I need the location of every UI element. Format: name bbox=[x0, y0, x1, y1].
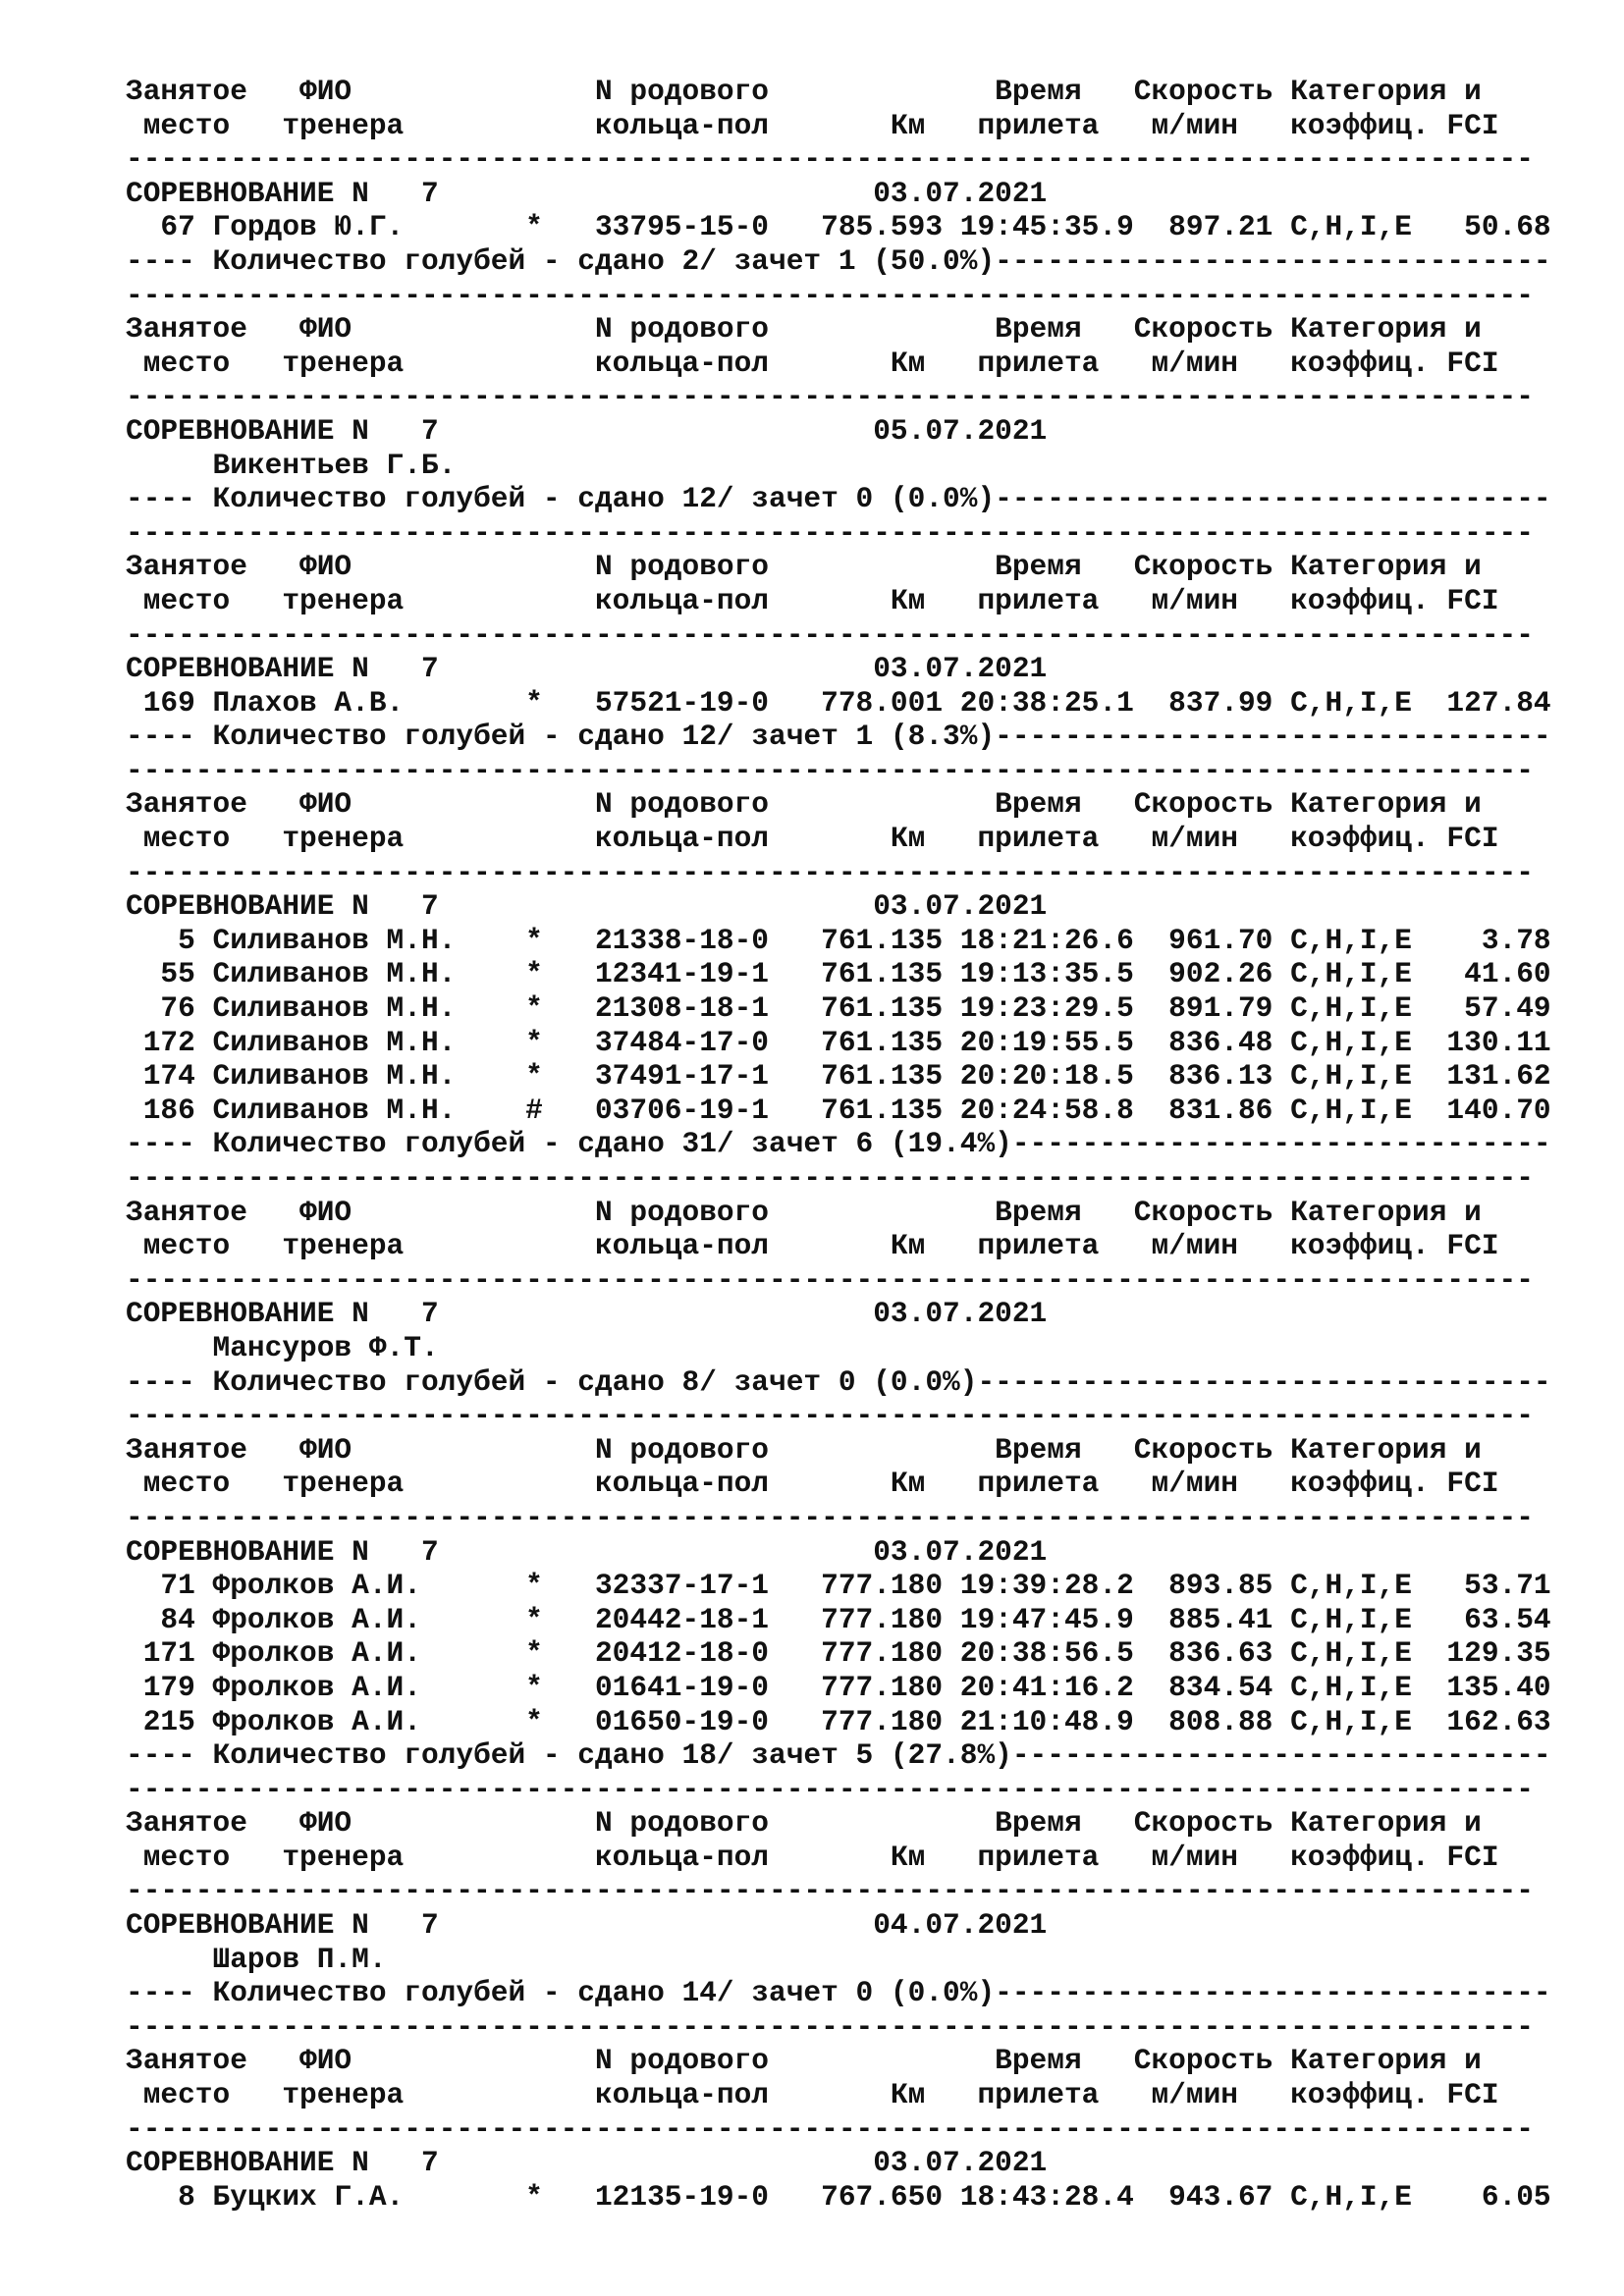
result-row: 8 Буцких Г.А. * 12135-19-0 767.650 18:43:28.4 943.67 C,H,I,E 6.05 bbox=[126, 2179, 1551, 2214]
competition-line: СОРЕВНОВАНИЕ N 7 05.07.2021 bbox=[126, 413, 1048, 448]
separator-line: --------------------------------------------------------------------------------- bbox=[126, 1874, 1534, 1908]
column-header-line: Занятое ФИО N родового Время Скорость Категория и bbox=[126, 550, 1482, 584]
summary-line: ---- Количество голубей - сдано 2/ зачет 1 (50.0%)-------------------------------- bbox=[126, 243, 1551, 278]
competition-line: СОРЕВНОВАНИЕ N 7 03.07.2021 bbox=[126, 1297, 1048, 1331]
result-row: 71 Фролков А.И. * 32337-17-1 777.180 19:39:28.2 893.85 C,H,I,E 53.71 bbox=[126, 1569, 1551, 1603]
separator-line: --------------------------------------------------------------------------------- bbox=[126, 1161, 1534, 1195]
summary-line: ---- Количество голубей - сдано 8/ зачет 0 (0.0%)--------------------------------- bbox=[126, 1364, 1551, 1399]
fancier-name-line: Викентьев Г.Б. bbox=[126, 448, 457, 482]
column-header-line: Занятое ФИО N родового Время Скорость Категория и bbox=[126, 312, 1482, 347]
competition-line: СОРЕВНОВАНИЕ N 7 03.07.2021 bbox=[126, 1534, 1048, 1569]
column-header-line: Занятое ФИО N родового Время Скорость Категория и bbox=[126, 787, 1482, 822]
summary-line: ---- Количество голубей - сдано 14/ зачет 0 (0.0%)-------------------------------- bbox=[126, 1976, 1551, 2010]
summary-line: ---- Количество голубей - сдано 31/ зачет 6 (19.4%)------------------------------- bbox=[126, 1127, 1551, 1161]
results-document bbox=[126, 75, 1551, 2214]
summary-line: ---- Количество голубей - сдано 12/ зачет 0 (0.0%)-------------------------------- bbox=[126, 482, 1551, 516]
summary-line: ---- Количество голубей - сдано 12/ зачет 1 (8.3%)-------------------------------- bbox=[126, 720, 1551, 754]
column-header-line: Занятое ФИО N родового Время Скорость Категория и bbox=[126, 75, 1482, 108]
result-row: 76 Силиванов М.Н. * 21308-18-1 761.135 19:23:29.5 891.79 C,H,I,E 57.49 bbox=[126, 991, 1551, 1026]
column-subheader-line: место тренера кольца-пол Км прилета м/мин коэффиц. FCI bbox=[126, 346, 1499, 380]
result-row: 186 Силиванов М.Н. # 03706-19-1 761.135 20:24:58.8 831.86 C,H,I,E 140.70 bbox=[126, 1093, 1551, 1127]
result-row: 215 Фролков А.И. * 01650-19-0 777.180 21:10:48.9 808.88 C,H,I,E 162.63 bbox=[126, 1704, 1551, 1738]
column-subheader-line: место тренера кольца-пол Км прилета м/мин коэффиц. FCI bbox=[126, 583, 1499, 617]
column-subheader-line: место тренера кольца-пол Км прилета м/мин коэффиц. FCI bbox=[126, 822, 1499, 856]
separator-line: --------------------------------------------------------------------------------- bbox=[126, 2111, 1534, 2146]
column-subheader-line: место тренера кольца-пол Км прилета м/мин коэффиц. FCI bbox=[126, 108, 1499, 142]
competition-line: СОРЕВНОВАНИЕ N 7 04.07.2021 bbox=[126, 1908, 1048, 1943]
separator-line: --------------------------------------------------------------------------------- bbox=[126, 2009, 1534, 2044]
result-row: 67 Гордов Ю.Г. * 33795-15-0 785.593 19:45:35.9 897.21 C,H,I,E 50.68 bbox=[126, 210, 1551, 244]
separator-line: --------------------------------------------------------------------------------- bbox=[126, 753, 1534, 787]
result-row: 169 Плахов А.В. * 57521-19-0 778.001 20:38:25.1 837.99 C,H,I,E 127.84 bbox=[126, 685, 1551, 720]
competition-line: СОРЕВНОВАНИЕ N 7 03.07.2021 bbox=[126, 889, 1048, 924]
separator-line: --------------------------------------------------------------------------------- bbox=[126, 1262, 1534, 1297]
column-header-line: Занятое ФИО N родового Время Скорость Категория и bbox=[126, 1806, 1482, 1841]
separator-line: --------------------------------------------------------------------------------- bbox=[126, 142, 1534, 177]
separator-line: --------------------------------------------------------------------------------- bbox=[126, 380, 1534, 414]
competition-line: СОРЕВНОВАНИЕ N 7 03.07.2021 bbox=[126, 176, 1048, 210]
result-row: 5 Силиванов М.Н. * 21338-18-0 761.135 18:21:26.6 961.70 C,H,I,E 3.78 bbox=[126, 923, 1551, 957]
result-row: 179 Фролков А.И. * 01641-19-0 777.180 20:41:16.2 834.54 C,H,I,E 135.40 bbox=[126, 1670, 1551, 1704]
separator-line: --------------------------------------------------------------------------------- bbox=[126, 1399, 1534, 1433]
column-subheader-line: место тренера кольца-пол Км прилета м/мин коэффиц. FCI bbox=[126, 2078, 1499, 2112]
separator-line: --------------------------------------------------------------------------------- bbox=[126, 278, 1534, 312]
column-subheader-line: место тренера кольца-пол Км прилета м/мин коэффиц. FCI bbox=[126, 1229, 1499, 1263]
summary-line: ---- Количество голубей - сдано 18/ зачет 5 (27.8%)------------------------------- bbox=[126, 1738, 1551, 1773]
fancier-name-line: Шаров П.М. bbox=[126, 1942, 387, 1976]
column-header-line: Занятое ФИО N родового Время Скорость Категория и bbox=[126, 1195, 1482, 1229]
separator-line: --------------------------------------------------------------------------------- bbox=[126, 1772, 1534, 1806]
competition-line: СОРЕВНОВАНИЕ N 7 03.07.2021 bbox=[126, 652, 1048, 686]
separator-line: --------------------------------------------------------------------------------- bbox=[126, 617, 1534, 652]
competition-line: СОРЕВНОВАНИЕ N 7 03.07.2021 bbox=[126, 2146, 1048, 2180]
separator-line: --------------------------------------------------------------------------------- bbox=[126, 515, 1534, 550]
result-row: 171 Фролков А.И. * 20412-18-0 777.180 20:38:56.5 836.63 C,H,I,E 129.35 bbox=[126, 1636, 1551, 1671]
column-subheader-line: место тренера кольца-пол Км прилета м/мин коэффиц. FCI bbox=[126, 1840, 1499, 1874]
result-row: 172 Силиванов М.Н. * 37484-17-0 761.135 20:19:55.5 836.48 C,H,I,E 130.11 bbox=[126, 1025, 1551, 1059]
result-row: 55 Силиванов М.Н. * 12341-19-1 761.135 19:13:35.5 902.26 C,H,I,E 41.60 bbox=[126, 957, 1551, 991]
column-subheader-line: место тренера кольца-пол Км прилета м/мин коэффиц. FCI bbox=[126, 1467, 1499, 1501]
separator-line: --------------------------------------------------------------------------------- bbox=[126, 1500, 1534, 1534]
fancier-name-line: Мансуров Ф.Т. bbox=[126, 1330, 439, 1364]
result-row: 84 Фролков А.И. * 20442-18-1 777.180 19:47:45.9 885.41 C,H,I,E 63.54 bbox=[126, 1602, 1551, 1636]
result-row: 174 Силиванов М.Н. * 37491-17-1 761.135 20:20:18.5 836.13 C,H,I,E 131.62 bbox=[126, 1059, 1551, 1094]
column-header-line: Занятое ФИО N родового Время Скорость Категория и bbox=[126, 1432, 1482, 1467]
column-header-line: Занятое ФИО N родового Время Скорость Категория и bbox=[126, 2044, 1482, 2078]
separator-line: --------------------------------------------------------------------------------- bbox=[126, 855, 1534, 889]
